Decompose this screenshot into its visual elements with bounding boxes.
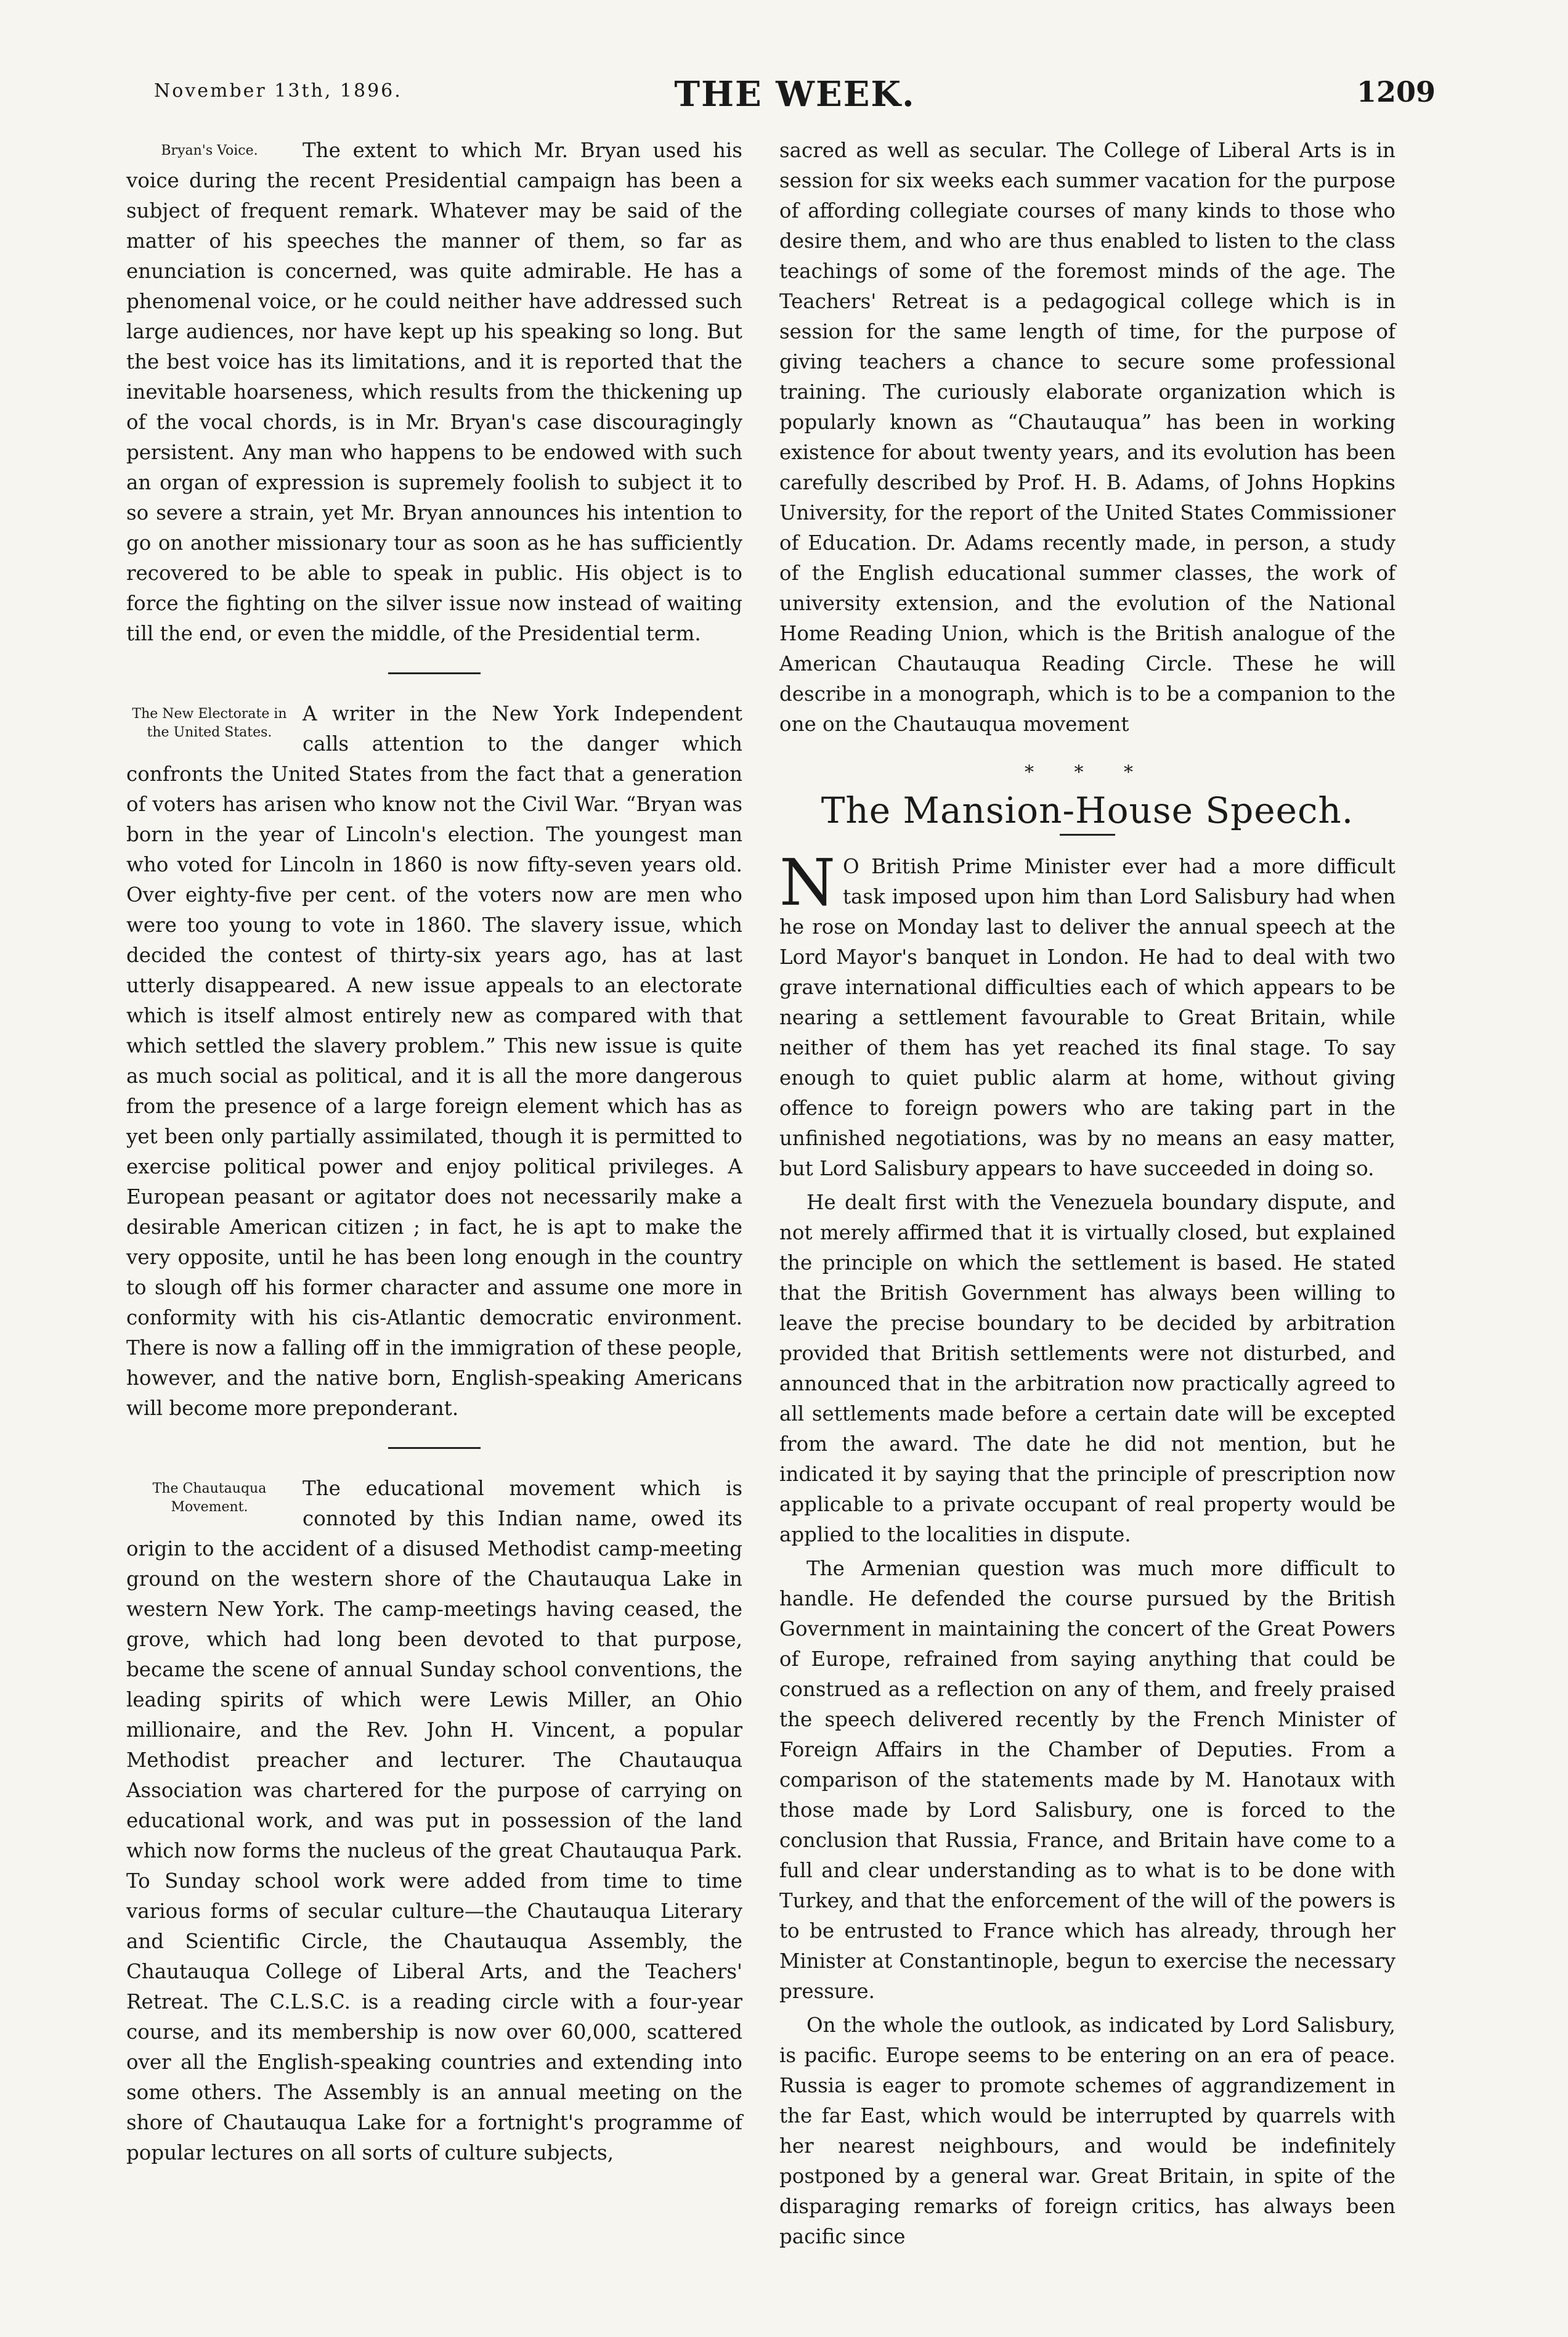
paragraph: The extent to which Mr. Bryan used his voice during the recent Presidential campaign has been a subject of frequent remark. Whatever may be said of the matter of his speeches the manner of them, so far as enunciation is concerned, was quite admirable. He has a phenomenal voice, or he could neither have addressed such large audiences, nor have kept up his speaking so long. But the best voice has its limitations, and it is reported that the inevitable hoarseness, which results from the thickening up of the vocal chords, is in Mr. Bryan's case discouragingly persistent. Any man who happens to be endowed with such an organ of expression is supremely foolish to subject it to so severe a strain, yet Mr. Bryan announces his intention to go on another missionary tour as soon as he has sufficiently recovered to be able to speak in public. His object is to force the fighting on the silver issue now instead of waiting till the end, or even the middle, of the Presidential term. [126, 139, 742, 645]
section-chautauqua-movement [126, 1474, 742, 2168]
drop-cap: N [779, 845, 835, 920]
paragraph: A writer in the New York Independent calls attention to the danger which confronts the United States from the fact that a generation of voters has arisen who know not the Civil War. “Bryan was born in the year of Lincoln's election. The youngest man who voted for Lincoln in 1860 is now fifty-seven years old. Over eighty-five per cent. of the voters now are men who were too young to vote in 1860. The slavery issue, which decided the contest of thirty-six years ago, has at last utterly disappeared. A new issue appeals to an electorate which is itself almost entirely new as compared with that which settled the slavery problem.” This new issue is quite as much social as political, and it is all the more dangerous from the presence of a large foreign element which has as yet been only partially assimilated, though it is permitted to exercise political power and enjoy political privileges. A European peasant or agitator does not necessarily make a desirable American citizen ; in fact, he is apt to make the very opposite, until he has been long enough in the country to slough off his former character and assume one more in conformity with his cis-Atlantic democratic environment. There is now a falling off in the immigration of these people, however, and the native born, English-speaking Americans will become more preponderant. [126, 702, 742, 1420]
article-title: The Mansion-House Speech. [821, 789, 1354, 831]
left-column [126, 136, 742, 2172]
paragraph: The educational movement which is connoted by this Indian name, owed its origin to the accident of a disused Methodist camp-meeting ground on the western shore of the Chautauqua Lake in western New York. The camp-meetings having ceased, the grove, which had long been devoted to that purpose, became the scene of annual Sunday school conventions, the leading spirits of which were Lewis Miller, an Ohio millionaire, and the Rev. John H. Vincent, a popular Methodist preacher and lecturer. The Chautauqua Association was chartered for the purpose of carrying on educational work, and was put in possession of the land which now forms the nucleus of the great Chautauqua Park. To Sunday school work were added from time to time various forms of secular culture—the Chautauqua Literary and Scientific Circle, the Chautauqua Assembly, the Chautauqua College of Liberal Arts, and the Teachers' Retreat. The C.L.S.C. is a reading circle with a four-year course, and its membership is now over 60,000, scattered over all the English-speaking countries and extending into some others. The Assembly is an annual meeting on the shore of Chautauqua Lake for a fortnight's programme of popular lectures on all sorts of culture subjects, [126, 1477, 742, 2164]
publication-title: THE WEEK. [674, 74, 916, 115]
article-first-paragraph [779, 845, 1395, 1184]
section-bryans-voice [126, 136, 742, 649]
separator-stars: * * * [1024, 762, 1151, 783]
article-paragraph: On the whole the outlook, as indicated by Lord Salisbury, is pacific. Europe seems to be entering on an era of peace. Russia is eager to promote schemes of aggrandizement in the far East, which would be interrupted by quarrels with her nearest neighbours, and would be indefinitely postponed by a general war. Great Britain, in spite of the disparaging remarks of foreign critics, has always been pacific since [779, 2013, 1395, 2248]
article-paragraph: The Armenian question was much more difficult to handle. He defended the course pursued by the British Government in maintaining the concert of the Great Powers of Europe, refrained from saying anything that could be construed as a reflection on any of them, and freely praised the speech delivered recently by the French Minister of Foreign Affairs in the Chamber of Deputies. From a comparison of the statements made by M. Hanotaux with those made by Lord Salisbury, one is forced to the conclusion that Russia, France, and Britain have come to a full and clear understanding as to what is to be done with Turkey, and that the enforcement of the will of the powers is to be entrusted to France which has already, through her Minister at Constantinople, begun to exercise the necessary pressure. [779, 1557, 1395, 2003]
section-new-electorate [126, 699, 742, 1424]
first-paragraph-text: O British Prime Minister ever had a more difficult task imposed upon him than Lord Salisbury had when he rose on Monday last to deliver the annual speech at the Lord Mayor's banquet in London. He had to deal with two grave international difficulties each of which appears to be nearing a settlement favourable to Great Britain, while neither of them has yet reached its final stage. To say enough to quiet public alarm at home, without giving offence to foreign powers who are taking part in the unfinished negotiations, was by no means an easy matter, but Lord Salisbury appears to have succeeded in doing so. [779, 855, 1395, 1180]
side-label: The Chautauqua Movement. [152, 1481, 267, 1515]
section-divider [388, 1447, 481, 1449]
side-label: The New Electorate in the United States. [132, 706, 287, 740]
header-date: November 13th, 1896. [154, 80, 402, 102]
right-column [779, 136, 1395, 2256]
page-header [142, 74, 1448, 123]
article-paragraph: He dealt first with the Venezuela boundary dispute, and not merely affirmed that it is virtually closed, but explained the principle on which the settlement is based. He stated that the British Government has always been willing to leave the precise boundary to be decided by arbitration provided that British settlements were not disturbed, and announced that in the arbitration now practically agreed to all settlements made before a certain date will be excepted from the award. The date he did not mention, but he indicated it by saying that the principle of prescription now applicable to a private occupant of real property would be applied to the localities in dispute. [779, 1191, 1395, 1546]
title-rule [1060, 834, 1115, 836]
page-number: 1209 [1356, 75, 1436, 108]
side-label: Bryan's Voice. [161, 143, 258, 158]
section-divider [388, 672, 481, 674]
paragraph-continued: sacred as well as secular. The College of Liberal Arts is in session for six weeks each summer vacation for the purpose of affording collegiate courses of many kinds to those who desire them, and who are thus enabled to listen to the class teachings of some of the foremost minds of the age. The Teachers' Retreat is a pedagogical college which is in session for the same length of time, for the purpose of giving teachers a chance to secure some professional training. The curiously elaborate organization which is popularly known as “Chautauqua” has been in working existence for about twenty years, and its evolution has been carefully described by Prof. H. B. Adams, of Johns Hopkins University, for the report of the United States Commissioner of Education. Dr. Adams recently made, in person, a study of the English educational summer classes, the work of university extension, and the evolution of the National Home Reading Union, which is the British analogue of the American Chautauqua Reading Circle. These he will describe in a monograph, which is to be a companion to the one on the Chautauqua movement [779, 139, 1395, 736]
